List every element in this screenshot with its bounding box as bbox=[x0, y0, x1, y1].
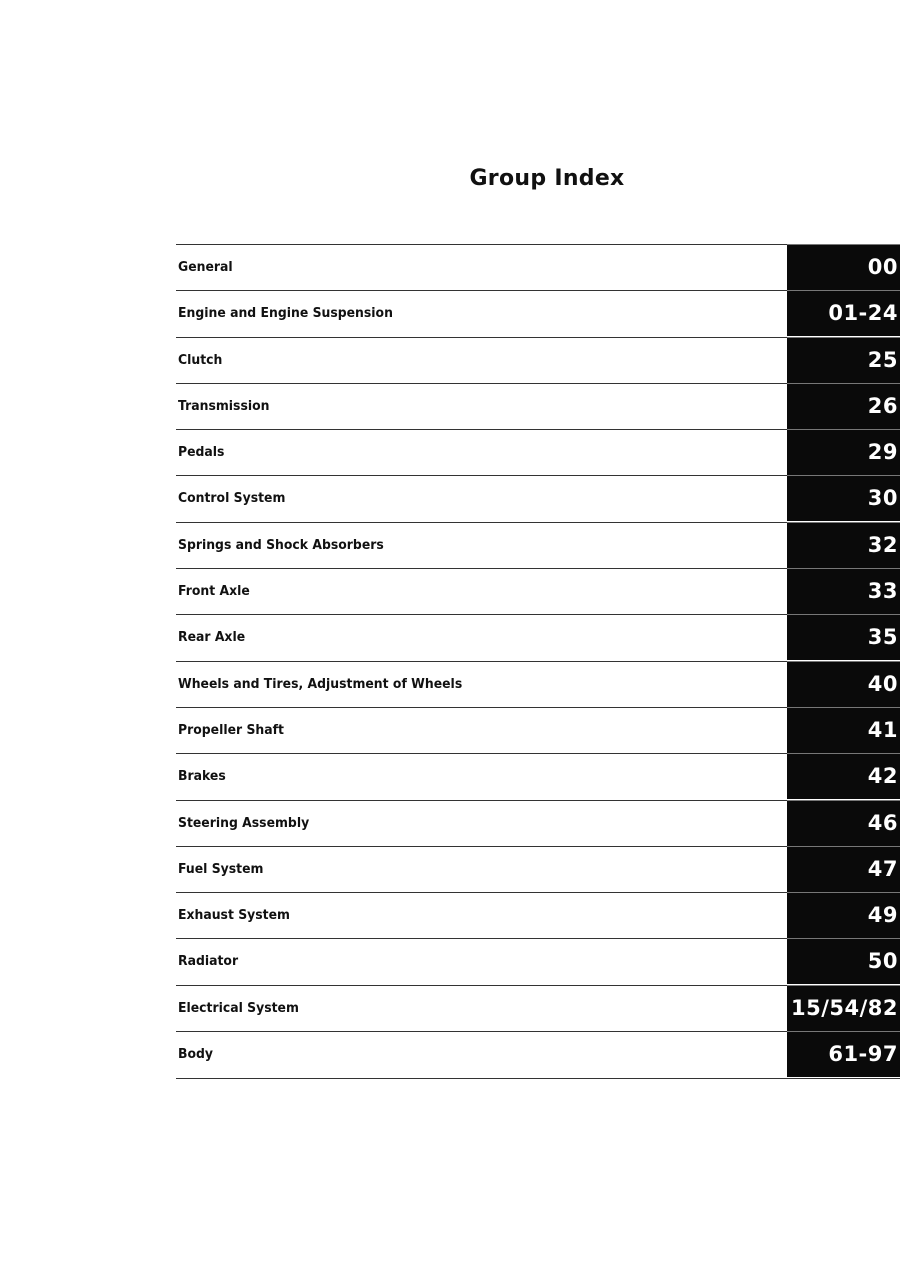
group-row[interactable] bbox=[176, 1031, 900, 1079]
group-index-list bbox=[176, 244, 900, 1079]
group-tab[interactable] bbox=[787, 475, 900, 521]
group-label: Fuel System bbox=[178, 860, 264, 877]
group-row[interactable] bbox=[176, 244, 900, 290]
group-label: Wheels and Tires, Adjustment of Wheels bbox=[178, 675, 463, 692]
group-row[interactable] bbox=[176, 661, 900, 707]
group-tab[interactable] bbox=[787, 938, 900, 984]
group-code: 61-97 bbox=[828, 1042, 898, 1067]
group-row[interactable] bbox=[176, 753, 900, 799]
group-tab[interactable] bbox=[787, 800, 900, 846]
group-label: Electrical System bbox=[178, 999, 299, 1016]
group-row[interactable] bbox=[176, 568, 900, 614]
group-tab[interactable] bbox=[787, 661, 900, 707]
group-label: Control System bbox=[178, 490, 286, 507]
group-code: 42 bbox=[867, 764, 898, 789]
group-code: 46 bbox=[867, 810, 898, 835]
group-tab[interactable] bbox=[787, 1031, 900, 1077]
group-tab[interactable] bbox=[787, 568, 900, 614]
group-code: 40 bbox=[867, 671, 898, 696]
group-label: Transmission bbox=[178, 397, 270, 414]
group-row[interactable] bbox=[176, 985, 900, 1031]
group-tab[interactable] bbox=[787, 707, 900, 753]
group-row[interactable] bbox=[176, 429, 900, 475]
group-tab[interactable] bbox=[787, 290, 900, 336]
group-tab[interactable] bbox=[787, 244, 900, 290]
group-tab[interactable] bbox=[787, 383, 900, 429]
group-label: Engine and Engine Suspension bbox=[178, 305, 393, 322]
group-tab[interactable] bbox=[787, 985, 900, 1031]
group-code: 15/54/82 bbox=[790, 995, 898, 1020]
group-label: Steering Assembly bbox=[178, 814, 310, 831]
group-tab[interactable] bbox=[787, 429, 900, 475]
group-code: 29 bbox=[867, 440, 898, 465]
group-code: 00 bbox=[867, 255, 898, 279]
group-row[interactable] bbox=[176, 707, 900, 753]
group-code: 41 bbox=[867, 717, 898, 742]
group-code: 30 bbox=[867, 486, 898, 511]
group-code: 01-24 bbox=[828, 301, 898, 326]
group-row[interactable] bbox=[176, 290, 900, 336]
group-row[interactable] bbox=[176, 800, 900, 846]
group-label: Front Axle bbox=[178, 583, 250, 600]
group-code: 25 bbox=[867, 347, 898, 372]
group-tab[interactable] bbox=[787, 614, 900, 660]
group-label: Brakes bbox=[178, 768, 226, 785]
group-code: 26 bbox=[867, 393, 898, 418]
group-row[interactable] bbox=[176, 938, 900, 984]
group-code: 49 bbox=[867, 903, 898, 928]
group-code: 33 bbox=[867, 579, 898, 604]
page-title: Group Index bbox=[469, 166, 625, 191]
group-code: 50 bbox=[867, 949, 898, 974]
group-label: Radiator bbox=[178, 953, 239, 970]
group-tab[interactable] bbox=[787, 846, 900, 892]
group-row[interactable] bbox=[176, 522, 900, 568]
group-tab[interactable] bbox=[787, 337, 900, 383]
group-tab[interactable] bbox=[787, 892, 900, 938]
group-label: Exhaust System bbox=[178, 907, 290, 924]
group-code: 35 bbox=[867, 625, 898, 650]
group-row[interactable] bbox=[176, 846, 900, 892]
group-tab[interactable] bbox=[787, 753, 900, 799]
group-label: Rear Axle bbox=[178, 629, 246, 646]
group-label: Pedals bbox=[178, 444, 225, 461]
group-label: Springs and Shock Absorbers bbox=[178, 536, 384, 553]
group-label: General bbox=[178, 259, 233, 275]
group-code: 32 bbox=[867, 532, 898, 557]
group-row[interactable] bbox=[176, 337, 900, 383]
group-label: Propeller Shaft bbox=[178, 721, 284, 738]
group-code: 47 bbox=[867, 856, 898, 881]
group-row[interactable] bbox=[176, 614, 900, 660]
group-row[interactable] bbox=[176, 892, 900, 938]
group-label: Clutch bbox=[178, 351, 223, 368]
group-row[interactable] bbox=[176, 475, 900, 521]
group-tab[interactable] bbox=[787, 522, 900, 568]
group-row[interactable] bbox=[176, 383, 900, 429]
group-label: Body bbox=[178, 1046, 213, 1063]
